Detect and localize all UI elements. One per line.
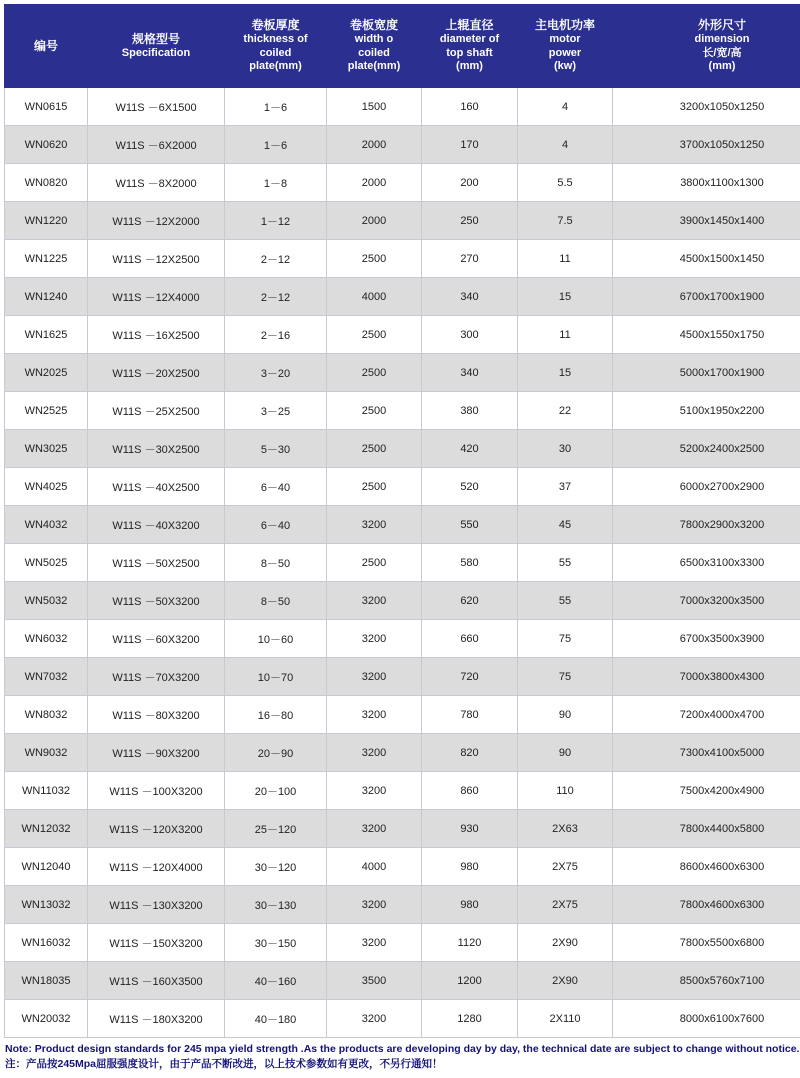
table-cell: WN2025 <box>5 354 88 392</box>
table-cell: 4000 <box>327 278 422 316</box>
table-header <box>5 5 800 88</box>
table-row <box>5 316 800 354</box>
table-cell: 15 <box>518 278 613 316</box>
table-cell: WN7032 <box>5 658 88 696</box>
table-cell: WN0820 <box>5 164 88 202</box>
column-header-motor-power-cn: 主电机功率 <box>520 18 610 33</box>
table-cell: 45 <box>518 506 613 544</box>
table-cell: 6700x3500x3900 <box>613 620 800 658</box>
table-cell: W11S －12X2500 <box>88 240 225 278</box>
table-row <box>5 696 800 734</box>
table-cell: WN0615 <box>5 88 88 126</box>
column-header-thickness <box>225 5 327 88</box>
table-cell: 3－25 <box>225 392 327 430</box>
table-cell: 580 <box>422 544 518 582</box>
table-cell: 8600x4600x6300 <box>613 848 800 886</box>
table-cell: 980 <box>422 886 518 924</box>
column-header-specification-cn: 规格型号 <box>90 32 222 47</box>
table-cell: WN5032 <box>5 582 88 620</box>
table-cell: 8000x6100x7600 <box>613 1000 800 1038</box>
note-chinese: 注：产品按245Mpa屈服强度设计，由于产品不断改进，以上技术参数如有更改，不另行通知！ <box>5 1057 795 1072</box>
table-cell: 2X110 <box>518 1000 613 1038</box>
table-cell: 30－130 <box>225 886 327 924</box>
table-cell: 170 <box>422 126 518 164</box>
table-cell: 520 <box>422 468 518 506</box>
table-cell: 2X75 <box>518 848 613 886</box>
table-cell: 8－50 <box>225 582 327 620</box>
table-cell: 55 <box>518 544 613 582</box>
table-cell: 1－6 <box>225 126 327 164</box>
table-cell: 3200 <box>327 772 422 810</box>
table-row <box>5 772 800 810</box>
table-row <box>5 544 800 582</box>
table-cell: W11S －40X3200 <box>88 506 225 544</box>
table-cell: 7000x3800x4300 <box>613 658 800 696</box>
table-cell: 2500 <box>327 316 422 354</box>
table-row <box>5 126 800 164</box>
column-header-thickness-en-2: coiled <box>227 47 324 61</box>
table-cell: 25－120 <box>225 810 327 848</box>
table-cell: 2000 <box>327 126 422 164</box>
table-cell: 2－12 <box>225 240 327 278</box>
table-cell: 90 <box>518 696 613 734</box>
table-cell: WN1240 <box>5 278 88 316</box>
table-cell: WN8032 <box>5 696 88 734</box>
table-cell: 250 <box>422 202 518 240</box>
table-cell: 1120 <box>422 924 518 962</box>
table-cell: W11S －30X2500 <box>88 430 225 468</box>
table-cell: 4000 <box>327 848 422 886</box>
column-header-top-shaft-diameter-cn: 上辊直径 <box>424 18 515 33</box>
table-cell: 37 <box>518 468 613 506</box>
table-cell: W11S －150X3200 <box>88 924 225 962</box>
table-cell: 2－12 <box>225 278 327 316</box>
table-cell: 4 <box>518 126 613 164</box>
table-row <box>5 88 800 126</box>
column-header-width-en-1: width o <box>329 33 419 47</box>
table-cell: WN11032 <box>5 772 88 810</box>
table-cell: 980 <box>422 848 518 886</box>
table-cell: 3－20 <box>225 354 327 392</box>
table-row <box>5 240 800 278</box>
column-header-width-cn: 卷板宽度 <box>329 18 419 33</box>
table-cell: 20－100 <box>225 772 327 810</box>
table-cell: W11S －6X1500 <box>88 88 225 126</box>
table-cell: 5－30 <box>225 430 327 468</box>
table-cell: 5.5 <box>518 164 613 202</box>
table-cell: 7800x4400x5800 <box>613 810 800 848</box>
table-cell: WN2525 <box>5 392 88 430</box>
table-row <box>5 810 800 848</box>
table-cell: WN12040 <box>5 848 88 886</box>
column-header-specification-en: Specification <box>90 47 222 61</box>
table-cell: 4500x1550x1750 <box>613 316 800 354</box>
table-cell: 7500x4200x4900 <box>613 772 800 810</box>
table-cell: 55 <box>518 582 613 620</box>
table-row <box>5 468 800 506</box>
table-row <box>5 620 800 658</box>
column-header-specification <box>88 5 225 88</box>
table-cell: 3900x1450x1400 <box>613 202 800 240</box>
column-header-thickness-en-3: plate(mm) <box>227 60 324 74</box>
table-cell: 340 <box>422 278 518 316</box>
table-cell: W11S －16X2500 <box>88 316 225 354</box>
table-cell: 3200 <box>327 658 422 696</box>
column-header-dimension-en-3: (mm) <box>615 60 800 74</box>
table-cell: 8500x5760x7100 <box>613 962 800 1000</box>
table-cell: 2500 <box>327 430 422 468</box>
table-cell: 3200 <box>327 506 422 544</box>
column-header-code <box>5 5 88 88</box>
table-header-row <box>5 5 800 88</box>
table-cell: 6－40 <box>225 468 327 506</box>
table-row <box>5 924 800 962</box>
column-header-top-shaft-diameter-en-2: top shaft <box>424 47 515 61</box>
table-cell: 620 <box>422 582 518 620</box>
table-cell: 300 <box>422 316 518 354</box>
table-cell: 200 <box>422 164 518 202</box>
table-cell: 3200 <box>327 810 422 848</box>
table-cell: 2X63 <box>518 810 613 848</box>
table-cell: 3200 <box>327 886 422 924</box>
table-cell: 10－70 <box>225 658 327 696</box>
table-cell: 6000x2700x2900 <box>613 468 800 506</box>
table-cell: 1200 <box>422 962 518 1000</box>
column-header-top-shaft-diameter-en-1: diameter of <box>424 33 515 47</box>
table-cell: 2X90 <box>518 924 613 962</box>
table-cell: 6－40 <box>225 506 327 544</box>
table-cell: 3200 <box>327 582 422 620</box>
table-cell: 110 <box>518 772 613 810</box>
table-cell: 720 <box>422 658 518 696</box>
column-header-dimension-en-2: 长/宽/高 <box>615 47 800 61</box>
column-header-motor-power <box>518 5 613 88</box>
table-cell: 11 <box>518 316 613 354</box>
table-cell: 7200x4000x4700 <box>613 696 800 734</box>
table-cell: W11S －6X2000 <box>88 126 225 164</box>
table-cell: 7800x4600x6300 <box>613 886 800 924</box>
table-cell: 7000x3200x3500 <box>613 582 800 620</box>
table-cell: WN1225 <box>5 240 88 278</box>
table-cell: 820 <box>422 734 518 772</box>
table-cell: 930 <box>422 810 518 848</box>
table-row <box>5 886 800 924</box>
table-cell: WN3025 <box>5 430 88 468</box>
table-cell: 15 <box>518 354 613 392</box>
table-cell: 4500x1500x1450 <box>613 240 800 278</box>
table-cell: 20－90 <box>225 734 327 772</box>
table-cell: 2500 <box>327 468 422 506</box>
column-header-width-en-2: coiled <box>329 47 419 61</box>
table-cell: 11 <box>518 240 613 278</box>
table-cell: 2500 <box>327 354 422 392</box>
table-row <box>5 430 800 468</box>
table-cell: 4 <box>518 88 613 126</box>
table-row <box>5 582 800 620</box>
column-header-dimension <box>613 5 800 88</box>
table-cell: W11S －20X2500 <box>88 354 225 392</box>
table-cell: 1－6 <box>225 88 327 126</box>
table-cell: W11S －25X2500 <box>88 392 225 430</box>
table-cell: 2500 <box>327 544 422 582</box>
table-cell: 340 <box>422 354 518 392</box>
table-cell: WN20032 <box>5 1000 88 1038</box>
table-cell: 7.5 <box>518 202 613 240</box>
table-cell: 160 <box>422 88 518 126</box>
table-cell: 6500x3100x3300 <box>613 544 800 582</box>
column-header-thickness-cn: 卷板厚度 <box>227 18 324 33</box>
table-cell: 3200 <box>327 924 422 962</box>
table-row <box>5 962 800 1000</box>
table-cell: 1－8 <box>225 164 327 202</box>
table-cell: W11S －120X3200 <box>88 810 225 848</box>
table-row <box>5 164 800 202</box>
table-cell: 3200x1050x1250 <box>613 88 800 126</box>
table-cell: 22 <box>518 392 613 430</box>
table-body <box>5 88 800 1038</box>
table-cell: 860 <box>422 772 518 810</box>
table-cell: W11S －160X3500 <box>88 962 225 1000</box>
table-cell: 8－50 <box>225 544 327 582</box>
table-cell: WN9032 <box>5 734 88 772</box>
table-cell: 75 <box>518 620 613 658</box>
table-cell: 30－150 <box>225 924 327 962</box>
column-header-top-shaft-diameter <box>422 5 518 88</box>
table-cell: 2000 <box>327 202 422 240</box>
table-cell: 5000x1700x1900 <box>613 354 800 392</box>
table-cell: 780 <box>422 696 518 734</box>
table-cell: WN18035 <box>5 962 88 1000</box>
table-cell: 30－120 <box>225 848 327 886</box>
table-cell: W11S －70X3200 <box>88 658 225 696</box>
table-cell: W11S －12X4000 <box>88 278 225 316</box>
table-cell: W11S －50X3200 <box>88 582 225 620</box>
table-cell: 3200 <box>327 1000 422 1038</box>
table-cell: W11S －120X4000 <box>88 848 225 886</box>
table-cell: 3200 <box>327 620 422 658</box>
column-header-motor-power-en-1: motor <box>520 33 610 47</box>
column-header-dimension-en-1: dimension <box>615 33 800 47</box>
table-row <box>5 848 800 886</box>
note-english: Note: Product design standards for 245 mpa yield strength .As the products are developing day by day, the technical date are subject to change without notice. <box>5 1042 795 1057</box>
column-header-motor-power-en-2: power <box>520 47 610 61</box>
table-cell: 40－160 <box>225 962 327 1000</box>
table-cell: 75 <box>518 658 613 696</box>
table-cell: W11S －8X2000 <box>88 164 225 202</box>
table-row <box>5 354 800 392</box>
table-row <box>5 734 800 772</box>
table-cell: 10－60 <box>225 620 327 658</box>
table-cell: W11S －60X3200 <box>88 620 225 658</box>
table-cell: W11S －90X3200 <box>88 734 225 772</box>
specification-table <box>4 4 800 1038</box>
table-row <box>5 506 800 544</box>
table-row <box>5 202 800 240</box>
table-cell: 30 <box>518 430 613 468</box>
table-row <box>5 1000 800 1038</box>
table-cell: W11S －100X3200 <box>88 772 225 810</box>
table-cell: 2000 <box>327 164 422 202</box>
table-cell: 3800x1100x1300 <box>613 164 800 202</box>
table-cell: 5200x2400x2500 <box>613 430 800 468</box>
table-cell: 6700x1700x1900 <box>613 278 800 316</box>
table-cell: 550 <box>422 506 518 544</box>
table-cell: 90 <box>518 734 613 772</box>
table-cell: 660 <box>422 620 518 658</box>
table-cell: 2X90 <box>518 962 613 1000</box>
table-cell: 2X75 <box>518 886 613 924</box>
table-cell: WN13032 <box>5 886 88 924</box>
table-cell: WN1625 <box>5 316 88 354</box>
table-cell: 1280 <box>422 1000 518 1038</box>
table-cell: W11S －12X2000 <box>88 202 225 240</box>
table-cell: 5100x1950x2200 <box>613 392 800 430</box>
table-cell: 380 <box>422 392 518 430</box>
table-cell: 16－80 <box>225 696 327 734</box>
table-cell: 40－180 <box>225 1000 327 1038</box>
table-cell: 3500 <box>327 962 422 1000</box>
table-cell: 7800x5500x6800 <box>613 924 800 962</box>
table-cell: W11S －50X2500 <box>88 544 225 582</box>
table-cell: W11S －80X3200 <box>88 696 225 734</box>
table-cell: WN1220 <box>5 202 88 240</box>
table-cell: WN5025 <box>5 544 88 582</box>
column-header-code-cn: 编号 <box>7 39 85 54</box>
table-cell: WN4032 <box>5 506 88 544</box>
table-cell: 2500 <box>327 240 422 278</box>
table-cell: 7300x4100x5000 <box>613 734 800 772</box>
column-header-width-en-3: plate(mm) <box>329 60 419 74</box>
table-cell: 1500 <box>327 88 422 126</box>
column-header-dimension-cn: 外形尺寸 <box>615 18 800 33</box>
table-cell: WN12032 <box>5 810 88 848</box>
column-header-top-shaft-diameter-en-3: (mm) <box>424 60 515 74</box>
table-cell: 2500 <box>327 392 422 430</box>
table-cell: 420 <box>422 430 518 468</box>
table-cell: 7800x2900x3200 <box>613 506 800 544</box>
table-cell: 270 <box>422 240 518 278</box>
column-header-width <box>327 5 422 88</box>
table-cell: WN6032 <box>5 620 88 658</box>
table-row <box>5 392 800 430</box>
table-cell: 2－16 <box>225 316 327 354</box>
table-row <box>5 278 800 316</box>
table-cell: WN4025 <box>5 468 88 506</box>
table-cell: 1－12 <box>225 202 327 240</box>
table-cell: WN0620 <box>5 126 88 164</box>
notes-block <box>0 1038 800 1078</box>
table-cell: 3200 <box>327 734 422 772</box>
column-header-thickness-en-1: thickness of <box>227 33 324 47</box>
table-row <box>5 658 800 696</box>
table-cell: W11S －40X2500 <box>88 468 225 506</box>
table-cell: 3700x1050x1250 <box>613 126 800 164</box>
table-cell: W11S －130X3200 <box>88 886 225 924</box>
table-cell: W11S －180X3200 <box>88 1000 225 1038</box>
column-header-motor-power-en-3: (kw) <box>520 60 610 74</box>
table-cell: WN16032 <box>5 924 88 962</box>
table-cell: 3200 <box>327 696 422 734</box>
